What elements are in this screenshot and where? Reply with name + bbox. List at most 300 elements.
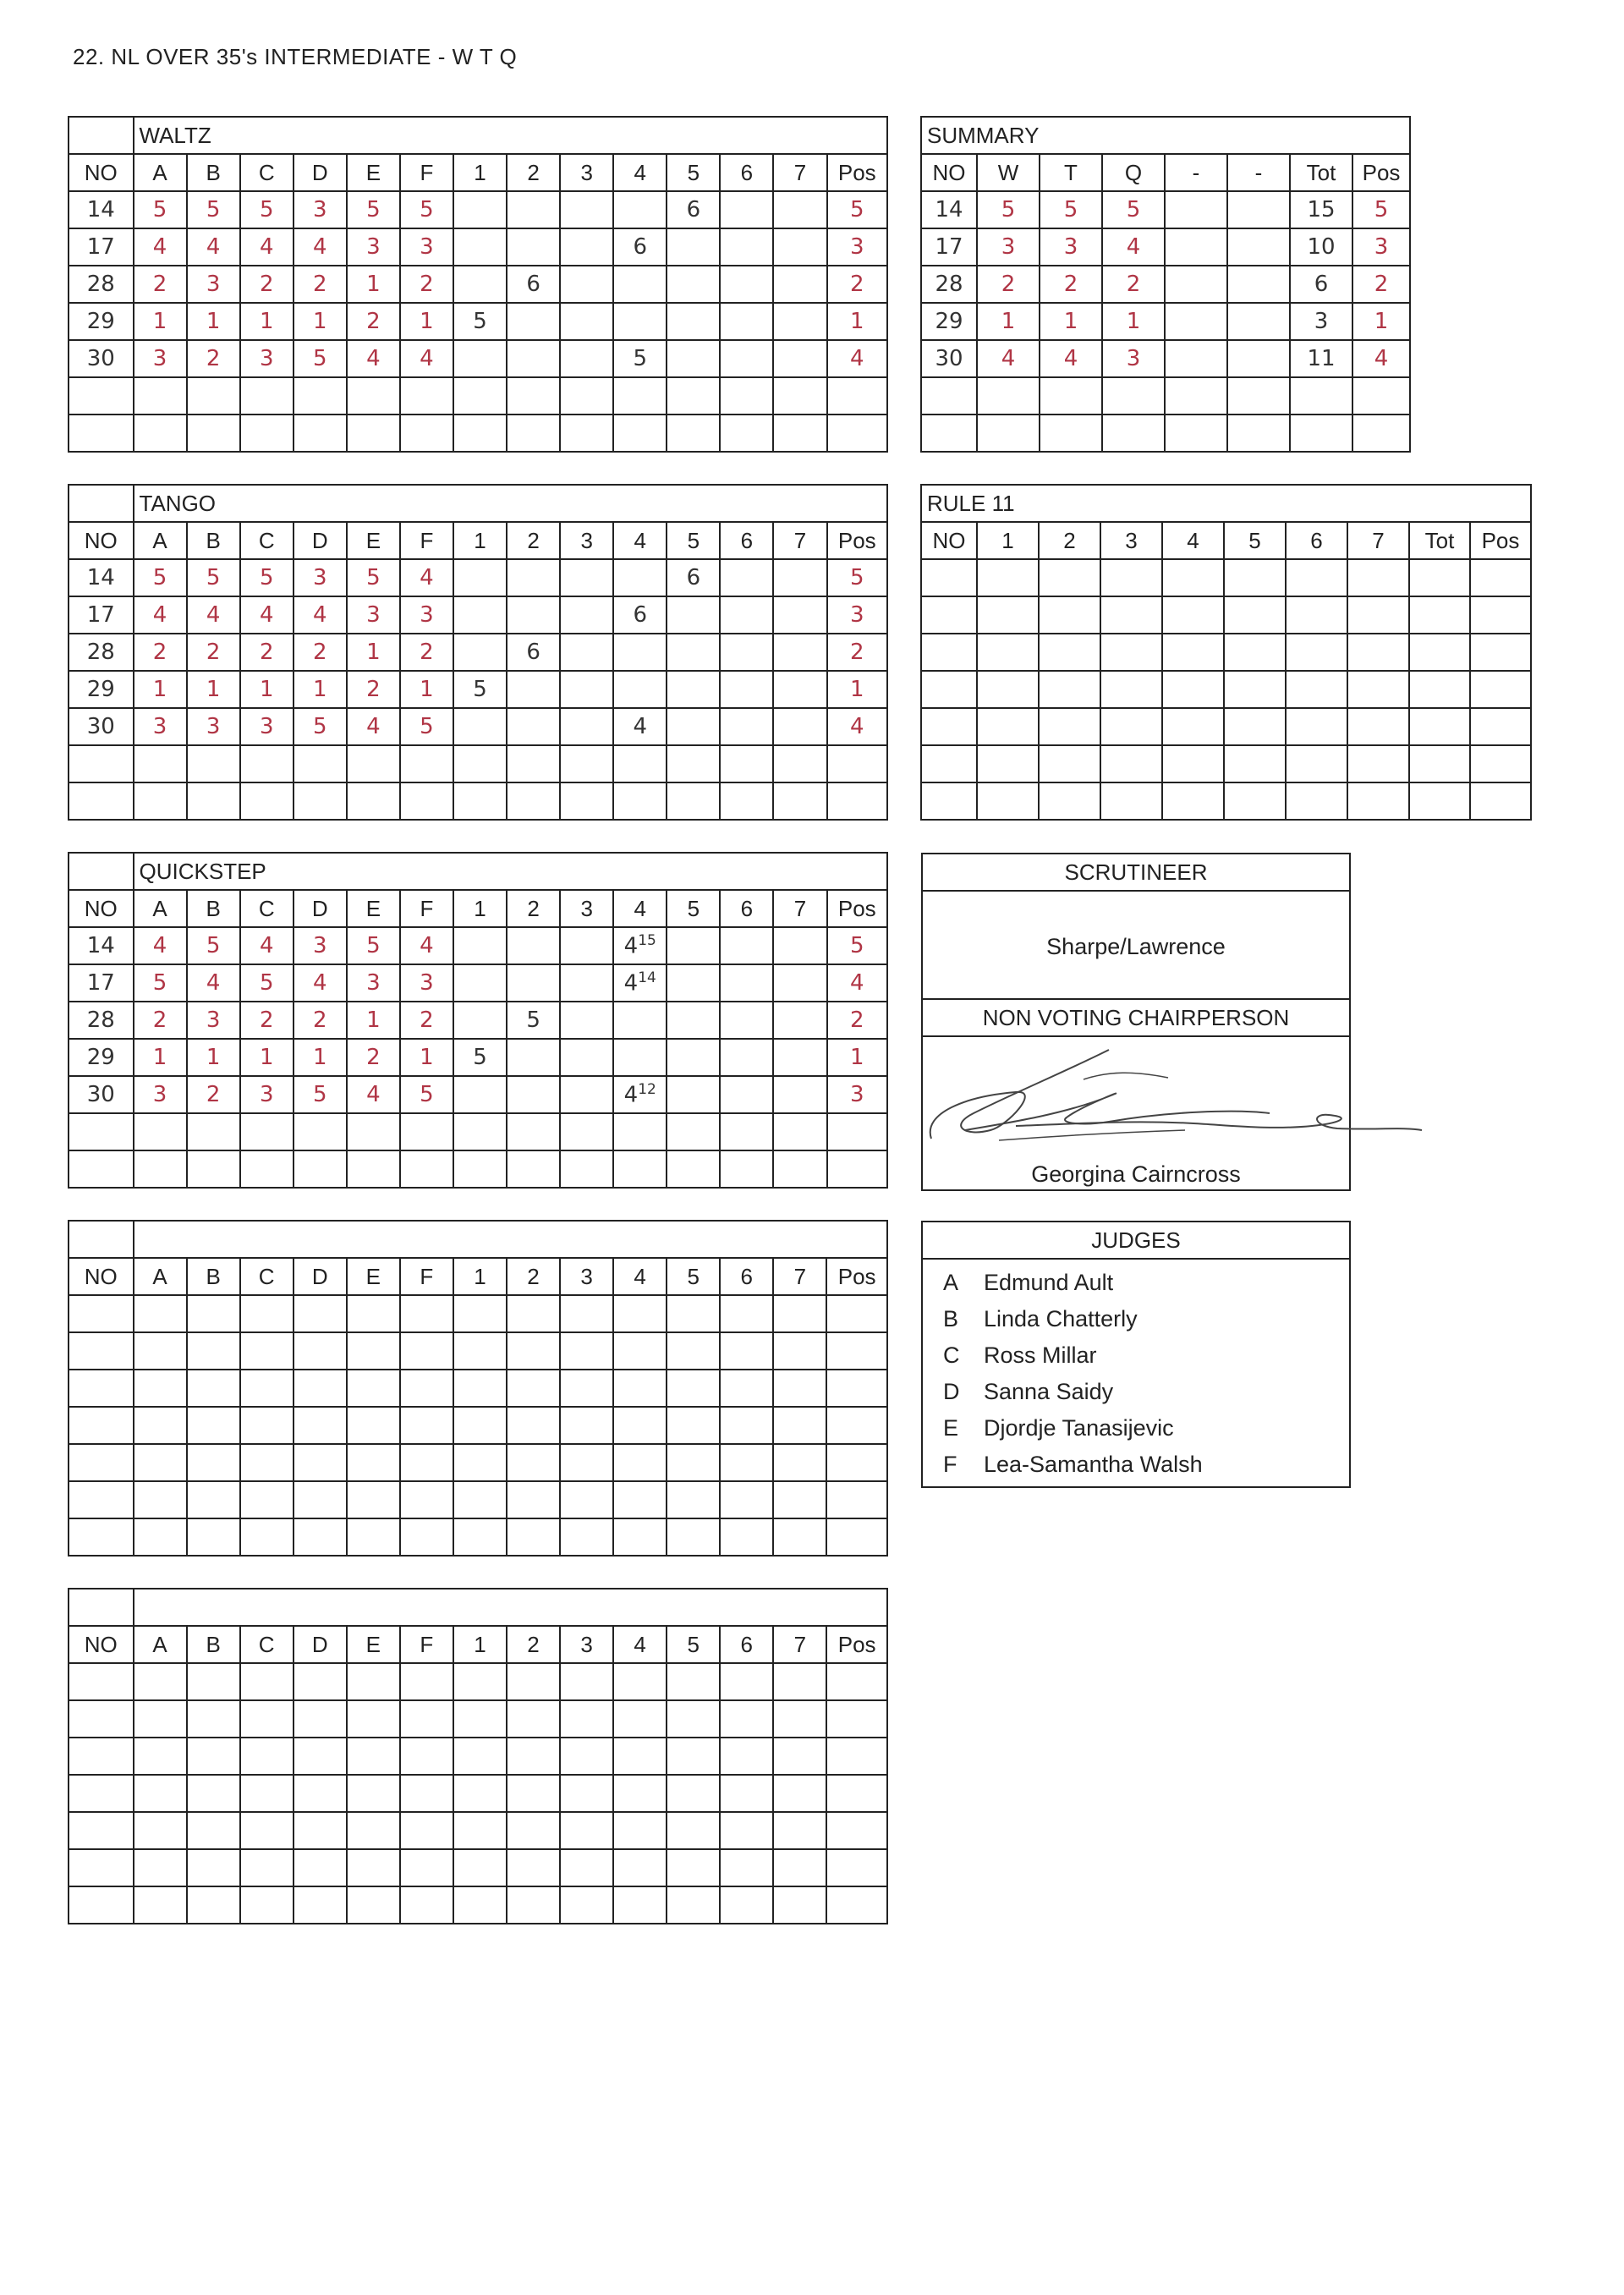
place-count	[667, 1775, 720, 1812]
table-row	[69, 340, 887, 377]
position: 2	[827, 634, 887, 671]
place-count	[667, 1812, 720, 1849]
judge-mark: 3	[187, 1002, 240, 1039]
place-count	[667, 745, 720, 782]
empty-cell	[977, 671, 1039, 708]
column-header: 4	[613, 890, 667, 927]
empty-cell	[400, 745, 453, 782]
empty-cell	[921, 559, 977, 596]
place-count	[560, 228, 613, 266]
column-header-row	[69, 1626, 887, 1663]
place-count	[720, 228, 773, 266]
empty-cell	[134, 1518, 187, 1556]
place-count	[667, 415, 720, 452]
column-header: E	[347, 1258, 400, 1295]
table-row	[69, 596, 887, 634]
empty-cell	[240, 1738, 294, 1775]
table-row	[921, 266, 1410, 303]
position: 4	[827, 340, 887, 377]
empty-cell	[240, 377, 294, 415]
table-row	[921, 782, 1531, 820]
place-count	[720, 415, 773, 452]
place-count	[560, 1113, 613, 1150]
summary-tot: 10	[1290, 228, 1352, 266]
place-value: 4	[623, 933, 639, 959]
column-header: F	[400, 522, 453, 559]
table-row	[69, 1886, 887, 1924]
judge-entry	[923, 1265, 1349, 1301]
empty-cell	[400, 1518, 453, 1556]
empty-cell	[347, 1518, 400, 1556]
place-value: 6	[633, 234, 648, 260]
empty-cell	[294, 377, 347, 415]
table-row	[69, 708, 887, 745]
place-count	[720, 596, 773, 634]
place-count	[453, 228, 507, 266]
table-row	[69, 228, 887, 266]
column-header: 7	[773, 522, 826, 559]
place-value: 6	[686, 197, 701, 222]
place-count	[453, 1849, 507, 1886]
empty-cell	[69, 1700, 134, 1738]
column-header: 6	[720, 1258, 773, 1295]
table-row	[69, 634, 887, 671]
empty-cell	[1409, 596, 1470, 634]
place-count	[667, 1849, 720, 1886]
column-header: C	[240, 1258, 294, 1295]
judge-letter: C	[943, 1342, 960, 1368]
empty-cell	[977, 596, 1039, 634]
empty-cell	[1039, 671, 1100, 708]
place-count	[667, 1738, 720, 1775]
empty-cell	[1409, 559, 1470, 596]
empty-cell	[400, 1849, 453, 1886]
judge-mark: 3	[347, 228, 400, 266]
judge-mark: 5	[134, 964, 187, 1002]
place-count	[720, 1518, 773, 1556]
place-count	[773, 1113, 826, 1150]
column-header: 7	[773, 154, 826, 191]
place-count	[720, 340, 773, 377]
empty-cell	[827, 745, 887, 782]
place-count	[773, 927, 826, 964]
place-value: 5	[473, 677, 487, 702]
place-count	[667, 964, 720, 1002]
column-header: 3	[1100, 522, 1162, 559]
column-header: D	[294, 1626, 347, 1663]
judge-mark: 2	[134, 1002, 187, 1039]
empty-cell	[187, 782, 240, 820]
empty-cell	[400, 1332, 453, 1370]
position: 5	[827, 191, 887, 228]
empty-cell	[134, 1481, 187, 1518]
table-row	[69, 927, 887, 964]
summary-w: 5	[977, 191, 1040, 228]
couple-number: 30	[69, 340, 134, 377]
position: 5	[827, 559, 887, 596]
place-count	[667, 228, 720, 266]
judge-mark: 1	[240, 1039, 294, 1076]
empty-cell	[134, 1775, 187, 1812]
empty-cell	[1286, 596, 1347, 634]
place-count	[720, 1113, 773, 1150]
column-header: E	[347, 522, 400, 559]
place-count	[507, 228, 560, 266]
summary-tot: 6	[1290, 266, 1352, 303]
place-count	[773, 1886, 826, 1924]
empty-cell	[134, 1812, 187, 1849]
empty-cell	[826, 1332, 887, 1370]
judge-mark: 3	[240, 340, 294, 377]
judge-mark: 4	[294, 596, 347, 634]
place-count	[773, 1444, 826, 1481]
empty-cell	[921, 708, 977, 745]
place-count	[773, 596, 826, 634]
place-count	[453, 1738, 507, 1775]
empty-cell	[69, 782, 134, 820]
position: 3	[827, 1076, 887, 1113]
empty-cell	[400, 1886, 453, 1924]
empty-cell	[1224, 596, 1286, 634]
summary-no: 29	[921, 303, 977, 340]
column-header: 2	[507, 1258, 560, 1295]
table-row	[69, 1812, 887, 1849]
column-header-row	[921, 522, 1531, 559]
place-count	[667, 1150, 720, 1188]
judge-mark: 5	[294, 1076, 347, 1113]
empty-cell	[1347, 671, 1409, 708]
summary-pos: 4	[1352, 340, 1410, 377]
couple-number: 17	[69, 228, 134, 266]
empty-cell	[921, 782, 977, 820]
column-header: 5	[667, 522, 720, 559]
place-count	[613, 1113, 667, 1150]
empty-cell	[347, 1812, 400, 1849]
empty-cell	[1347, 634, 1409, 671]
summary-no: 17	[921, 228, 977, 266]
place-count	[560, 1849, 613, 1886]
judge-mark: 4	[400, 927, 453, 964]
empty-cell	[294, 1407, 347, 1444]
position: 4	[827, 708, 887, 745]
empty-cell	[187, 1775, 240, 1812]
column-header: B	[187, 1258, 240, 1295]
place-count	[773, 782, 826, 820]
column-header-row	[69, 1258, 887, 1295]
judge-mark: 4	[134, 228, 187, 266]
empty-cell	[1224, 782, 1286, 820]
place-count	[453, 340, 507, 377]
place-count	[613, 1518, 667, 1556]
summary-t: 4	[1040, 340, 1102, 377]
judge-mark: 1	[347, 266, 400, 303]
dance-table-quickstep	[68, 852, 888, 1189]
empty-cell	[826, 1886, 887, 1924]
place-count	[613, 1295, 667, 1332]
place-count	[720, 671, 773, 708]
place-count	[667, 1444, 720, 1481]
empty-cell	[1290, 415, 1352, 452]
place-count	[507, 708, 560, 745]
summary-title-row	[921, 117, 1410, 154]
empty-cell	[827, 1150, 887, 1188]
empty-cell	[294, 1150, 347, 1188]
place-count	[773, 415, 826, 452]
column-header: D	[294, 890, 347, 927]
column-header: 6	[720, 1626, 773, 1663]
position: 5	[827, 927, 887, 964]
place-count	[720, 1444, 773, 1481]
summary-pos: 2	[1352, 266, 1410, 303]
empty-cell	[240, 1332, 294, 1370]
empty-cell	[134, 1150, 187, 1188]
judge-mark: 4	[134, 596, 187, 634]
judge-mark: 5	[347, 559, 400, 596]
empty-cell	[187, 1295, 240, 1332]
summary-q: 4	[1102, 228, 1165, 266]
table-row	[69, 1775, 887, 1812]
empty-cell	[69, 1738, 134, 1775]
judge-mark: 4	[187, 228, 240, 266]
table-row	[69, 671, 887, 708]
column-header: F	[400, 1258, 453, 1295]
empty-cell	[1100, 708, 1162, 745]
summary-pos: 5	[1352, 191, 1410, 228]
judge-mark: 3	[240, 1076, 294, 1113]
position: 3	[827, 228, 887, 266]
judges-label: JUDGES	[923, 1222, 1349, 1260]
place-count	[773, 1663, 826, 1700]
place-count	[773, 1332, 826, 1370]
judge-mark: 4	[294, 964, 347, 1002]
judge-mark: 1	[347, 1002, 400, 1039]
column-header: 7	[1347, 522, 1409, 559]
empty-cell	[240, 1481, 294, 1518]
column-header: A	[134, 1626, 187, 1663]
column-header: Pos	[826, 1258, 887, 1295]
place-count	[613, 1700, 667, 1738]
place-count	[560, 708, 613, 745]
judge-mark: 2	[187, 1076, 240, 1113]
summary-q: 5	[1102, 191, 1165, 228]
place-count	[667, 1407, 720, 1444]
empty-cell	[400, 1481, 453, 1518]
judge-mark: 2	[347, 671, 400, 708]
column-header: 7	[773, 890, 826, 927]
empty-cell	[400, 1775, 453, 1812]
place-count	[453, 1886, 507, 1924]
empty-cell	[294, 1700, 347, 1738]
place-count	[613, 1663, 667, 1700]
place-count	[453, 266, 507, 303]
empty-cell	[1347, 559, 1409, 596]
empty-cell	[1039, 634, 1100, 671]
empty-cell	[1100, 745, 1162, 782]
empty-cell	[1100, 559, 1162, 596]
place-count	[507, 1444, 560, 1481]
empty-cell	[347, 1775, 400, 1812]
table-row	[69, 1663, 887, 1700]
judge-entry	[923, 1301, 1349, 1337]
summary-w: 2	[977, 266, 1040, 303]
column-header: NO	[921, 154, 977, 191]
empty-cell	[347, 1738, 400, 1775]
dance-name-row	[69, 117, 887, 154]
place-count	[613, 964, 667, 1002]
corner-cell	[69, 853, 134, 890]
empty-cell	[187, 377, 240, 415]
column-header: Pos	[827, 890, 887, 927]
judge-mark: 4	[347, 708, 400, 745]
empty-cell	[977, 634, 1039, 671]
empty-cell	[240, 745, 294, 782]
empty-cell	[69, 1407, 134, 1444]
empty-cell	[977, 708, 1039, 745]
judge-mark: 5	[294, 340, 347, 377]
judge-mark: 2	[347, 1039, 400, 1076]
judge-mark: 2	[347, 303, 400, 340]
judge-mark: 3	[400, 596, 453, 634]
place-count	[667, 559, 720, 596]
empty-cell	[400, 782, 453, 820]
place-count	[507, 377, 560, 415]
place-count	[507, 964, 560, 1002]
position: 1	[827, 1039, 887, 1076]
place-count	[667, 1076, 720, 1113]
place-count	[667, 1700, 720, 1738]
position: 4	[827, 964, 887, 1002]
place-value: 5	[526, 1007, 540, 1033]
empty-cell	[1409, 782, 1470, 820]
empty-cell	[134, 1886, 187, 1924]
empty-cell	[1100, 634, 1162, 671]
column-header: 3	[560, 522, 613, 559]
empty-cell	[826, 1370, 887, 1407]
judge-entry	[923, 1410, 1349, 1447]
empty-cell	[187, 745, 240, 782]
place-total: 15	[638, 932, 656, 950]
empty-cell	[1162, 782, 1224, 820]
empty-cell	[187, 1370, 240, 1407]
judge-entry	[923, 1447, 1349, 1483]
empty-cell	[294, 1738, 347, 1775]
table-row	[69, 745, 887, 782]
column-header: 7	[773, 1626, 826, 1663]
column-header: F	[400, 890, 453, 927]
table-row	[69, 266, 887, 303]
empty-cell	[240, 1663, 294, 1700]
judge-mark: 1	[134, 303, 187, 340]
judge-mark: 3	[294, 559, 347, 596]
summary-pos: 3	[1352, 228, 1410, 266]
chairperson-label: NON VOTING CHAIRPERSON	[923, 1000, 1349, 1037]
empty-cell	[294, 745, 347, 782]
judge-mark: 2	[187, 634, 240, 671]
empty-cell	[1227, 228, 1290, 266]
position: 3	[827, 596, 887, 634]
judge-mark: 4	[294, 228, 347, 266]
column-header: C	[240, 890, 294, 927]
empty-cell	[921, 415, 977, 452]
empty-cell	[1040, 377, 1102, 415]
judge-mark: 2	[294, 1002, 347, 1039]
empty-cell	[921, 745, 977, 782]
summary-w: 1	[977, 303, 1040, 340]
place-count	[613, 1150, 667, 1188]
place-count	[560, 1150, 613, 1188]
column-header: 1	[453, 1626, 507, 1663]
place-count	[667, 340, 720, 377]
column-header: 3	[560, 890, 613, 927]
column-header: F	[400, 154, 453, 191]
couple-number: 14	[69, 191, 134, 228]
place-count	[507, 1039, 560, 1076]
summary-tot: 15	[1290, 191, 1352, 228]
table-row	[921, 377, 1410, 415]
position: 1	[827, 303, 887, 340]
place-count	[720, 1812, 773, 1849]
table-row	[69, 782, 887, 820]
place-value: 6	[526, 640, 540, 665]
empty-cell	[1470, 671, 1531, 708]
place-count	[773, 1150, 826, 1188]
empty-cell	[134, 1849, 187, 1886]
place-count	[560, 1700, 613, 1738]
couple-number: 17	[69, 596, 134, 634]
empty-cell	[400, 1150, 453, 1188]
judge-mark: 4	[187, 964, 240, 1002]
place-count	[613, 1886, 667, 1924]
place-count	[453, 1812, 507, 1849]
empty-cell	[294, 1775, 347, 1812]
table-row	[921, 228, 1410, 266]
place-count	[507, 1332, 560, 1370]
empty-cell	[134, 782, 187, 820]
empty-cell	[134, 1738, 187, 1775]
place-count	[560, 634, 613, 671]
empty-cell	[826, 1849, 887, 1886]
judge-name: Lea-Samantha Walsh	[984, 1452, 1203, 1477]
column-header: 5	[667, 1626, 720, 1663]
empty-cell	[977, 377, 1040, 415]
judge-mark: 2	[187, 340, 240, 377]
empty-cell	[1227, 340, 1290, 377]
place-count	[613, 1370, 667, 1407]
place-value: 5	[633, 346, 648, 371]
place-count	[773, 1849, 826, 1886]
place-count	[773, 1738, 826, 1775]
place-count	[507, 671, 560, 708]
table-row	[921, 559, 1531, 596]
column-header: 1	[453, 1258, 507, 1295]
place-count	[453, 1444, 507, 1481]
place-count	[507, 1518, 560, 1556]
empty-cell	[294, 1444, 347, 1481]
judge-mark: 1	[187, 1039, 240, 1076]
judge-mark: 1	[187, 671, 240, 708]
table-row	[921, 708, 1531, 745]
empty-cell	[827, 377, 887, 415]
judge-letter: B	[943, 1306, 959, 1331]
empty-cell	[187, 1812, 240, 1849]
empty-cell	[187, 1444, 240, 1481]
place-count	[453, 191, 507, 228]
place-count	[773, 228, 826, 266]
empty-cell	[400, 1812, 453, 1849]
place-count	[613, 1444, 667, 1481]
empty-cell	[1162, 671, 1224, 708]
judge-mark: 3	[187, 266, 240, 303]
